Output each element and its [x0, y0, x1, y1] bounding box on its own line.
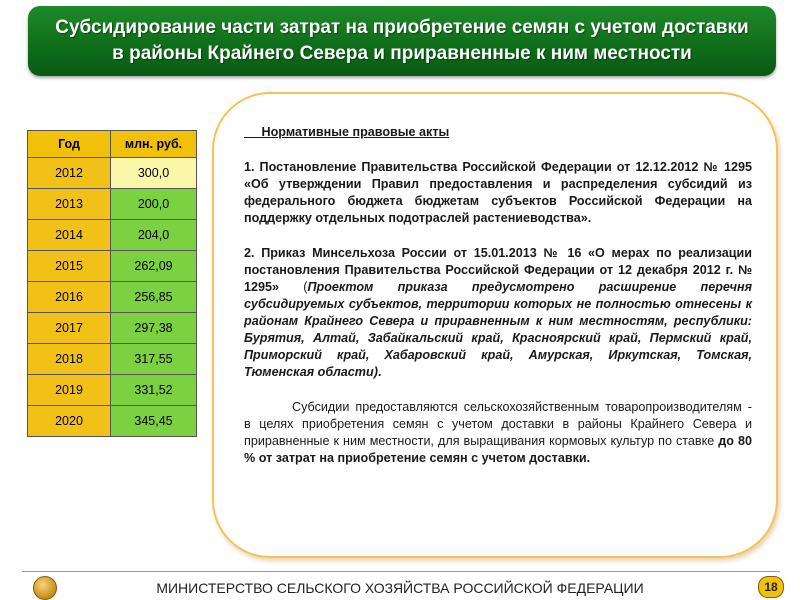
amount-cell: 204,0 — [111, 220, 197, 251]
subsidy-description — [244, 399, 752, 467]
table-row — [28, 375, 197, 406]
amount-cell: 200,0 — [111, 189, 197, 220]
year-cell: 2018 — [28, 344, 111, 375]
legal-acts-panel — [212, 92, 778, 558]
table-row — [28, 220, 197, 251]
year-cell: 2014 — [28, 220, 111, 251]
year-cell: 2020 — [28, 406, 111, 437]
amount-cell: 345,45 — [111, 406, 197, 437]
legal-acts-heading-text: Нормативные правовые акты — [261, 125, 450, 139]
table-row — [28, 251, 197, 282]
legal-act-2-note: Проектом приказа предусмотрено расширение перечня субсидируемых субъектов, территории которых не полностью отнесены к районам Крайнего Севера и приравненным к ним местностям, республики: Бурятия, Алтай, Забайкальский край, Красноярский край, Пермский край, Приморский край, Хабаровский край, Амурская, Иркутская, Томская, Тюменская области) — [244, 280, 752, 379]
amount-cell: 256,85 — [111, 282, 197, 313]
year-cell: 2016 — [28, 282, 111, 313]
footer-ministry-name: МИНИСТЕРСТВО СЕЛЬСКОГО ХОЗЯЙСТВА РОССИЙСКОЙ ФЕДЕРАЦИИ — [156, 580, 644, 596]
footer-divider — [22, 571, 780, 572]
year-cell: 2017 — [28, 313, 111, 344]
column-header-year: Год — [28, 131, 111, 158]
amount-cell: 262,09 — [111, 251, 197, 282]
funding-table — [27, 130, 197, 437]
table-row — [28, 313, 197, 344]
year-cell: 2019 — [28, 375, 111, 406]
table-row — [28, 158, 197, 189]
slide-title-line-1: Субсидирование части затрат на приобретение семян с учетом доставки — [55, 17, 749, 38]
slide-title-line-2: в районы Крайнего Севера и приравненные к ним местности — [112, 43, 692, 64]
page-number-badge: 18 — [758, 576, 784, 598]
year-cell: 2015 — [28, 251, 111, 282]
amount-cell: 317,55 — [111, 344, 197, 375]
table-row — [28, 189, 197, 220]
subsidy-description-text: Субсидии предоставляются сельскохозяйственным товаропроизводителям - в целях приобретения семян с учетом доставки в районы Крайнего Севера и приравненные к ним местности, для выращивания кормовых культур по ставке — [244, 400, 752, 448]
amount-cell: 300,0 — [111, 158, 197, 189]
legal-acts-heading — [244, 124, 752, 141]
table-row — [28, 282, 197, 313]
amount-cell: 297,38 — [111, 313, 197, 344]
year-cell: 2013 — [28, 189, 111, 220]
table-header-row — [28, 131, 197, 158]
legal-act-2-title: 2. Приказ Минсельхоза России от 15.01.2013 № 16 «О мерах по реализации постановления Правительства Российской Федерации от 12 декабря 2012 г. № 1295» — [244, 246, 752, 294]
column-header-amount: млн. руб. — [111, 131, 197, 158]
slide-title — [28, 6, 776, 76]
legal-act-1: 1. Постановление Правительства Российской Федерации от 12.12.2012 № 1295 «Об утверждении Правил предоставления и распределения субсидий из федерального бюджета бюджетам субъектов Российской Федерации на поддержку отдельных подотраслей растениеводства». — [244, 160, 752, 225]
subsidy-rate-text: до 80 % от затрат на приобретение семян с учетом доставки. — [244, 434, 752, 465]
table-row — [28, 406, 197, 437]
legal-act-2 — [244, 245, 752, 381]
table-row — [28, 344, 197, 375]
year-cell: 2012 — [28, 158, 111, 189]
amount-cell: 331,52 — [111, 375, 197, 406]
legal-acts-content — [244, 124, 752, 467]
legal-act-2-end: . — [377, 365, 382, 379]
legal-act-2-paren: ( — [279, 280, 308, 294]
